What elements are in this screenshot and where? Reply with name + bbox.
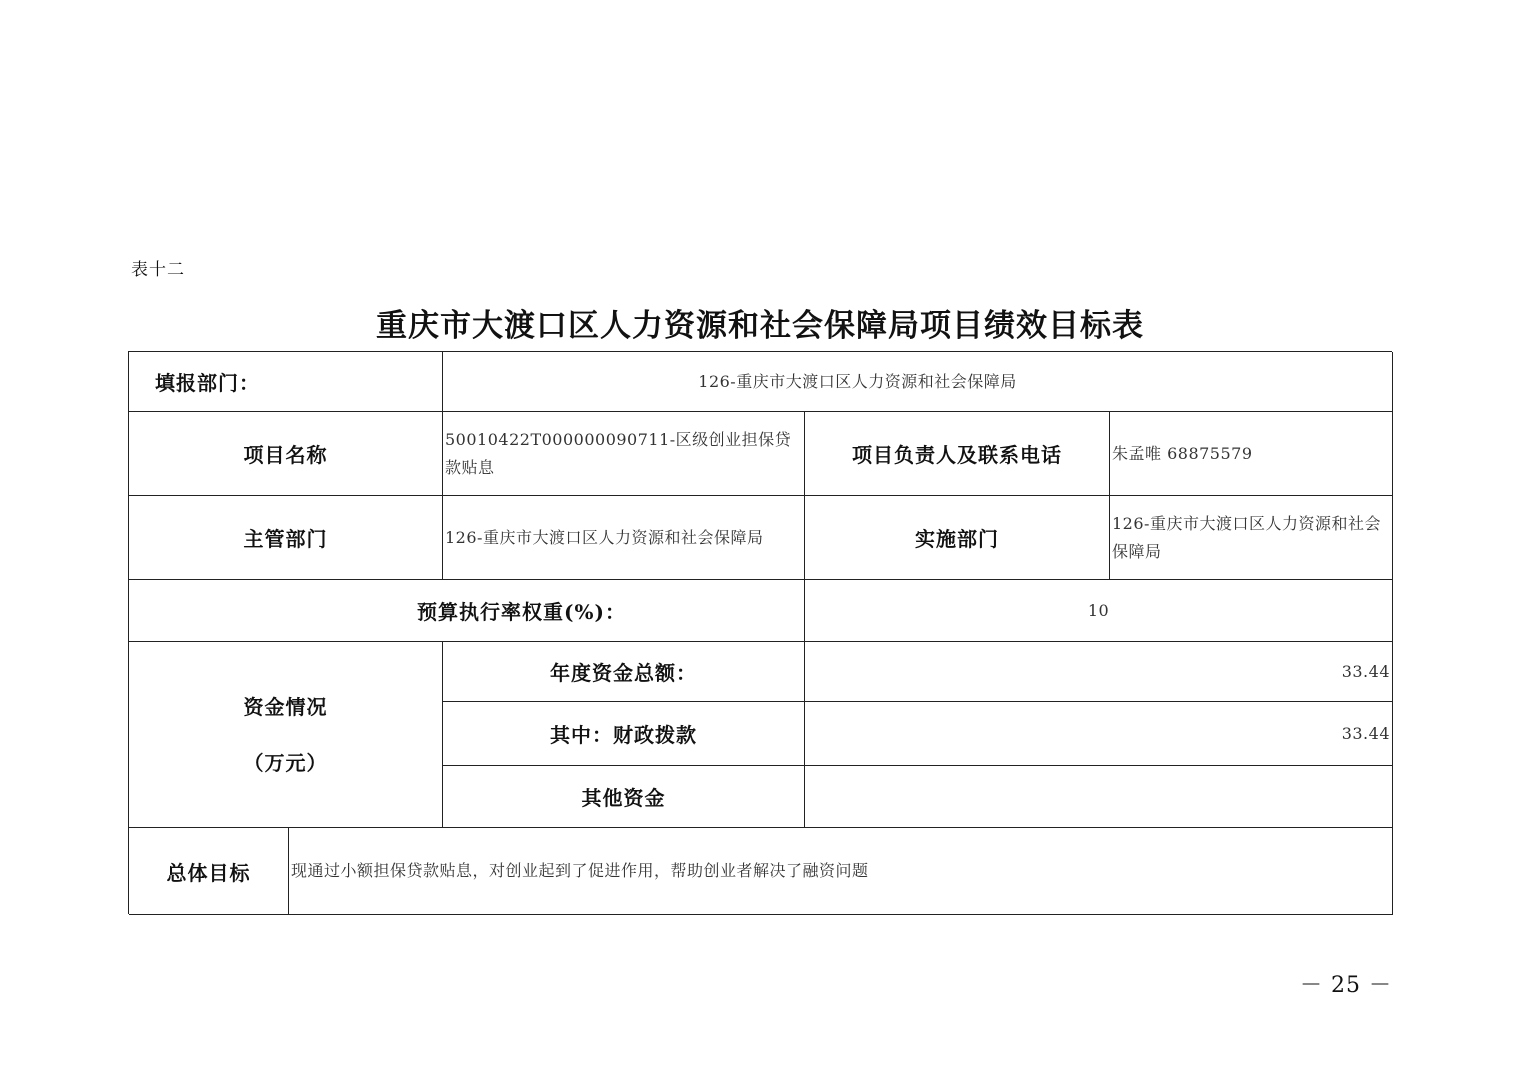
- supervising-dept-label: 主管部门: [129, 496, 443, 580]
- fiscal-allocation-label: 其中：财政拨款: [443, 702, 805, 766]
- table-label: 表十二: [131, 260, 185, 280]
- reporting-dept-value: 126-重庆市大渡口区人力资源和社会保障局: [443, 352, 1393, 412]
- overall-goal-label: 总体目标: [129, 828, 289, 915]
- fiscal-allocation-value: 33.44: [805, 702, 1393, 766]
- annual-funds-value: 33.44: [805, 642, 1393, 702]
- page-number: － 25 －: [1300, 973, 1392, 998]
- performance-target-table: [128, 351, 1392, 914]
- other-funds-label: 其他资金: [443, 766, 805, 828]
- project-manager-label: 项目负责人及联系电话: [805, 412, 1110, 496]
- implementing-dept-value: 126-重庆市大渡口区人力资源和社会保障局: [1110, 496, 1393, 580]
- project-name-label: 项目名称: [129, 412, 443, 496]
- implementing-dept-label: 实施部门: [805, 496, 1110, 580]
- budget-weight-label: 预算执行率权重(%)：: [129, 580, 805, 642]
- funds-label-line2: （万元）: [243, 750, 328, 775]
- supervising-dept-value: 126-重庆市大渡口区人力资源和社会保障局: [443, 496, 805, 580]
- project-name-value: 50010422T000000090711-区级创业担保贷款贴息: [443, 412, 805, 496]
- reporting-dept-label: 填报部门：: [129, 352, 443, 412]
- funds-label-line1: 资金情况: [243, 694, 328, 719]
- budget-weight-value: 10: [805, 580, 1393, 642]
- funds-label: [129, 642, 443, 828]
- other-funds-value: [805, 766, 1393, 828]
- project-manager-value: 朱孟唯 68875579: [1110, 412, 1393, 496]
- overall-goal-value: 现通过小额担保贷款贴息，对创业起到了促进作用，帮助创业者解决了融资问题: [289, 828, 1393, 915]
- annual-funds-label: 年度资金总额：: [443, 642, 805, 702]
- document-title: 重庆市大渡口区人力资源和社会保障局项目绩效目标表: [376, 308, 1144, 344]
